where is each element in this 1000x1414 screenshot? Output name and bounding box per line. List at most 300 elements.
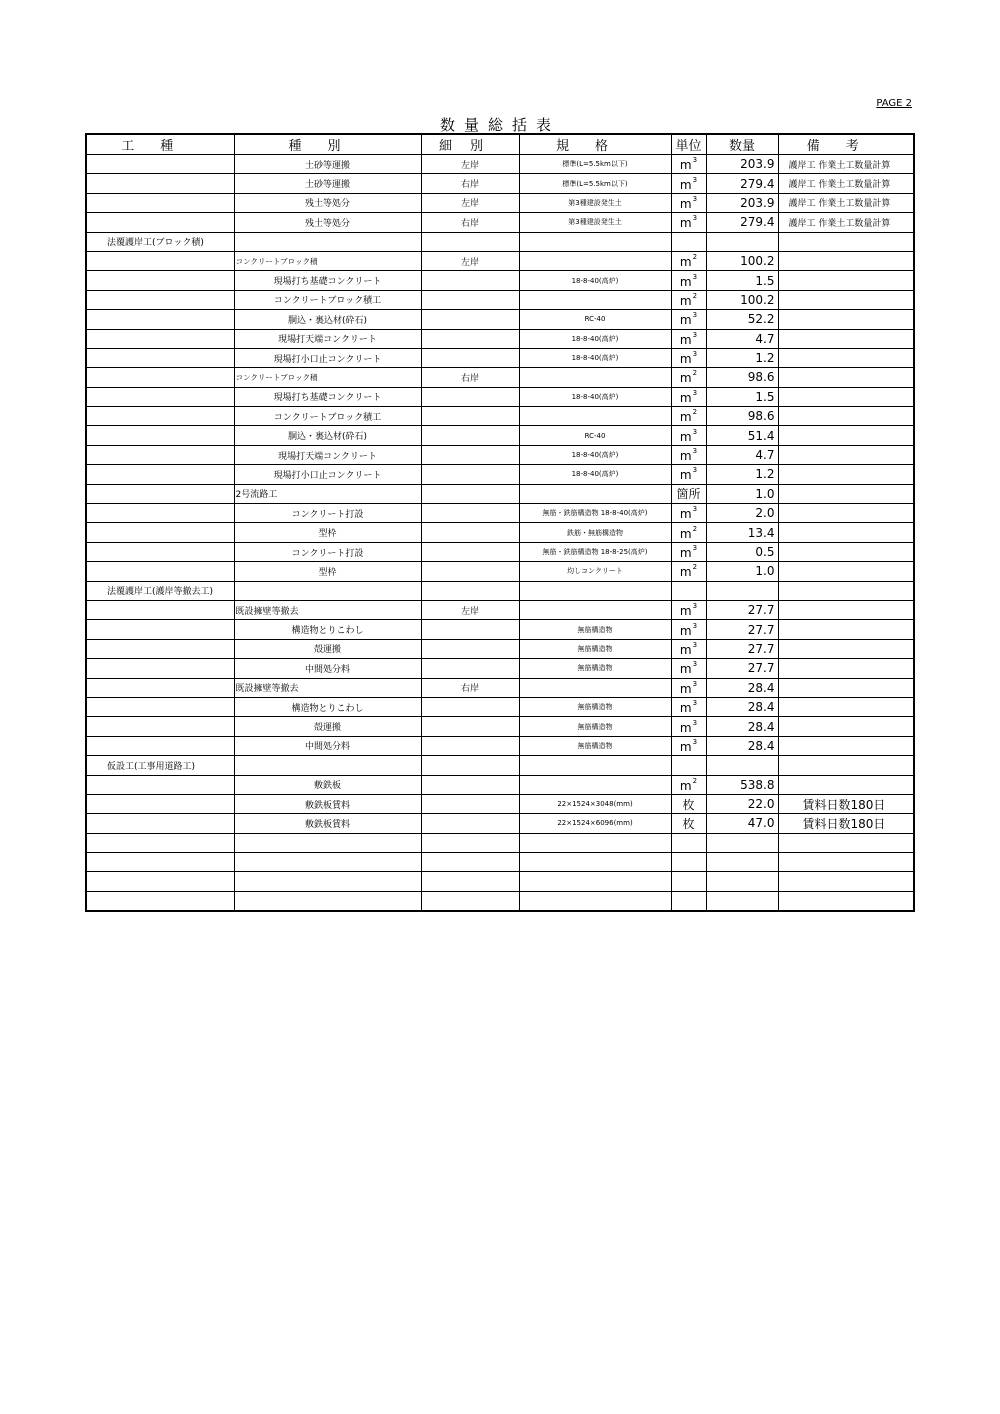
unit-cell xyxy=(671,310,706,329)
remarks-cell xyxy=(778,891,914,910)
detail-cell xyxy=(421,600,519,619)
detail-text: 右岸 xyxy=(460,180,479,191)
unit-text: m xyxy=(679,642,692,657)
work-type-cell xyxy=(86,368,234,387)
header-category: 種別 xyxy=(234,134,421,155)
unit-cell xyxy=(671,174,706,193)
remarks-cell xyxy=(778,310,914,329)
unit-cell xyxy=(671,639,706,658)
specification-cell xyxy=(519,639,671,658)
unit-exponent: 2 xyxy=(692,291,698,300)
unit-exponent: 3 xyxy=(692,156,698,165)
table-row xyxy=(86,542,914,561)
specification-cell xyxy=(519,251,671,270)
specification-text: 18-8-40(高炉) xyxy=(571,334,619,343)
remarks-cell xyxy=(778,193,914,212)
work-type-cell xyxy=(86,600,234,619)
detail-cell xyxy=(421,465,519,484)
specification-text: 均しコンクリート xyxy=(567,567,623,576)
unit-exponent: 3 xyxy=(692,621,698,630)
work-type-cell xyxy=(86,736,234,755)
category-cell xyxy=(234,251,421,270)
unit-text: m xyxy=(679,255,692,270)
quantity-text: 4.7 xyxy=(755,448,775,463)
header-specification: 規格 xyxy=(519,134,671,155)
work-type-cell xyxy=(86,484,234,503)
quantity-text: 538.8 xyxy=(740,777,775,792)
work-type-cell xyxy=(86,271,234,290)
specification-cell xyxy=(519,853,671,872)
quantity-text: 28.4 xyxy=(747,700,775,715)
remarks-cell xyxy=(778,794,914,813)
specification-text: RC-40 xyxy=(584,315,606,324)
remarks-cell xyxy=(778,639,914,658)
specification-text: 無筋構造物 xyxy=(577,722,613,731)
unit-text: m xyxy=(679,177,692,192)
category-cell xyxy=(234,504,421,523)
unit-exponent: 2 xyxy=(692,408,698,417)
unit-cell xyxy=(671,775,706,794)
specification-cell xyxy=(519,213,671,232)
table-row xyxy=(86,426,914,445)
specification-cell xyxy=(519,348,671,367)
table-header-row xyxy=(86,134,914,155)
quantity-text: 1.5 xyxy=(755,273,775,288)
remarks-cell xyxy=(778,426,914,445)
remarks-text: 護岸工 作業土工数量計算 xyxy=(788,199,891,210)
work-type-cell xyxy=(86,387,234,406)
unit-exponent: 3 xyxy=(692,194,698,203)
category-text: 既設擁壁等撤去 xyxy=(235,684,299,695)
specification-text: 鉄筋・無筋構造物 xyxy=(567,528,623,537)
unit-text: 枚 xyxy=(682,816,695,831)
category-text: 現場打ち基礎コンクリート xyxy=(273,277,382,288)
detail-cell xyxy=(421,407,519,426)
specification-cell xyxy=(519,232,671,251)
detail-text: 左岸 xyxy=(460,160,479,171)
table-row xyxy=(86,891,914,910)
detail-cell xyxy=(421,213,519,232)
category-cell xyxy=(234,833,421,852)
unit-text: m xyxy=(679,216,692,231)
quantity-cell xyxy=(706,600,778,619)
table-row xyxy=(86,523,914,542)
quantity-text: 47.0 xyxy=(747,816,775,831)
table-body xyxy=(86,155,914,911)
quantity-cell xyxy=(706,659,778,678)
unit-exponent: 3 xyxy=(692,505,698,514)
work-type-cell xyxy=(86,562,234,581)
work-type-cell xyxy=(86,213,234,232)
unit-exponent: 2 xyxy=(692,524,698,533)
unit-text: m xyxy=(679,701,692,716)
work-type-cell xyxy=(86,639,234,658)
unit-cell xyxy=(671,426,706,445)
unit-cell xyxy=(671,562,706,581)
quantity-text: 28.4 xyxy=(747,738,775,753)
category-cell xyxy=(234,387,421,406)
work-type-cell xyxy=(86,620,234,639)
quantity-cell xyxy=(706,407,778,426)
quantity-text: 98.6 xyxy=(747,409,775,424)
table-row xyxy=(86,407,914,426)
remarks-cell xyxy=(778,329,914,348)
unit-cell xyxy=(671,213,706,232)
category-cell xyxy=(234,310,421,329)
quantity-cell xyxy=(706,717,778,736)
unit-text: m xyxy=(679,662,692,677)
quantity-text: 203.9 xyxy=(740,195,775,210)
quantity-cell xyxy=(706,542,778,561)
quantity-cell xyxy=(706,271,778,290)
category-cell xyxy=(234,794,421,813)
unit-text: m xyxy=(679,313,692,328)
detail-cell xyxy=(421,620,519,639)
work-type-cell xyxy=(86,659,234,678)
quantity-text: 100.2 xyxy=(740,292,775,307)
category-text: 型枠 xyxy=(318,567,337,578)
quantity-cell xyxy=(706,523,778,542)
quantity-cell xyxy=(706,562,778,581)
quantity-cell xyxy=(706,426,778,445)
category-cell xyxy=(234,193,421,212)
specification-cell xyxy=(519,581,671,600)
table-row xyxy=(86,484,914,503)
table-row xyxy=(86,290,914,309)
detail-text: 右岸 xyxy=(460,373,479,384)
remarks-cell xyxy=(778,445,914,464)
specification-cell xyxy=(519,736,671,755)
category-text: 現場打ち基礎コンクリート xyxy=(273,393,382,404)
table-row xyxy=(86,174,914,193)
unit-cell xyxy=(671,736,706,755)
category-cell xyxy=(234,232,421,251)
work-type-cell xyxy=(86,426,234,445)
quantity-cell xyxy=(706,484,778,503)
specification-cell xyxy=(519,368,671,387)
quantity-text: 13.4 xyxy=(747,525,775,540)
quantity-cell xyxy=(706,445,778,464)
remarks-cell xyxy=(778,504,914,523)
quantity-text: 203.9 xyxy=(740,157,775,172)
unit-text: m xyxy=(679,429,692,444)
specification-cell xyxy=(519,193,671,212)
category-text: コンクリートブロック積工 xyxy=(273,296,382,307)
unit-exponent: 2 xyxy=(692,369,698,378)
table-row xyxy=(86,794,914,813)
quantity-cell xyxy=(706,872,778,891)
specification-cell xyxy=(519,775,671,794)
category-cell xyxy=(234,407,421,426)
unit-cell xyxy=(671,407,706,426)
specification-text: RC-40 xyxy=(584,431,606,440)
unit-exponent: 3 xyxy=(692,330,698,339)
quantity-text: 22.0 xyxy=(747,797,775,812)
remarks-cell xyxy=(778,697,914,716)
detail-text: 左岸 xyxy=(460,257,479,268)
work-type-cell xyxy=(86,542,234,561)
specification-text: 18-8-40(高炉) xyxy=(571,392,619,401)
specification-cell xyxy=(519,717,671,736)
unit-text: 枚 xyxy=(682,797,695,812)
quantity-text: 2.0 xyxy=(755,506,775,521)
unit-cell xyxy=(671,794,706,813)
category-cell xyxy=(234,523,421,542)
unit-text: m xyxy=(679,681,692,696)
unit-cell xyxy=(671,368,706,387)
remarks-cell xyxy=(778,872,914,891)
quantity-cell xyxy=(706,387,778,406)
quantity-text: 27.7 xyxy=(747,641,775,656)
specification-cell xyxy=(519,504,671,523)
quantity-cell xyxy=(706,756,778,775)
table-row xyxy=(86,600,914,619)
remarks-cell xyxy=(778,756,914,775)
specification-cell xyxy=(519,542,671,561)
work-type-cell xyxy=(86,251,234,270)
specification-cell xyxy=(519,872,671,891)
header-quantity: 数量 xyxy=(706,134,778,155)
detail-cell xyxy=(421,523,519,542)
unit-cell xyxy=(671,329,706,348)
table-row xyxy=(86,232,914,251)
header-detail: 細別 xyxy=(421,134,519,155)
unit-exponent: 2 xyxy=(692,253,698,262)
table-row xyxy=(86,872,914,891)
specification-cell xyxy=(519,523,671,542)
detail-cell xyxy=(421,484,519,503)
category-cell xyxy=(234,465,421,484)
quantity-cell xyxy=(706,329,778,348)
table-row xyxy=(86,833,914,852)
specification-text: 22×1524×6096(mm) xyxy=(557,819,633,828)
unit-cell xyxy=(671,872,706,891)
unit-cell xyxy=(671,290,706,309)
unit-cell xyxy=(671,251,706,270)
unit-exponent: 3 xyxy=(692,214,698,223)
unit-text: m xyxy=(679,565,692,580)
unit-cell xyxy=(671,697,706,716)
unit-exponent: 3 xyxy=(692,350,698,359)
remarks-cell xyxy=(778,775,914,794)
unit-text: m xyxy=(679,507,692,522)
specification-cell xyxy=(519,465,671,484)
unit-cell xyxy=(671,465,706,484)
detail-cell xyxy=(421,659,519,678)
quantity-cell xyxy=(706,310,778,329)
work-type-cell xyxy=(86,174,234,193)
remarks-cell xyxy=(778,678,914,697)
remarks-cell xyxy=(778,659,914,678)
category-text: コンクリート打設 xyxy=(291,509,364,520)
quantity-text: 1.2 xyxy=(755,351,775,366)
category-cell xyxy=(234,872,421,891)
detail-cell xyxy=(421,271,519,290)
category-cell xyxy=(234,600,421,619)
work-type-cell xyxy=(86,407,234,426)
unit-text: m xyxy=(679,371,692,386)
unit-cell xyxy=(671,542,706,561)
category-text: 中間処分料 xyxy=(304,742,350,753)
quantity-cell xyxy=(706,368,778,387)
quantity-text: 1.2 xyxy=(755,467,775,482)
category-text: 型枠 xyxy=(318,529,337,540)
table-row xyxy=(86,853,914,872)
specification-text: 無筋構造物 xyxy=(577,625,613,634)
detail-cell xyxy=(421,368,519,387)
quantity-text: 28.4 xyxy=(747,719,775,734)
remarks-cell xyxy=(778,736,914,755)
unit-exponent: 3 xyxy=(692,602,698,611)
category-cell xyxy=(234,445,421,464)
detail-cell xyxy=(421,581,519,600)
quantity-cell xyxy=(706,232,778,251)
detail-cell xyxy=(421,504,519,523)
specification-text: 第3種建設発生土 xyxy=(568,218,622,227)
quantity-cell xyxy=(706,348,778,367)
detail-text: 右岸 xyxy=(460,684,479,695)
detail-cell xyxy=(421,310,519,329)
remarks-cell xyxy=(778,290,914,309)
remarks-cell xyxy=(778,814,914,833)
remarks-cell xyxy=(778,600,914,619)
table-row xyxy=(86,465,914,484)
detail-cell xyxy=(421,155,519,174)
work-type-text: 法覆護岸工(護岸等撤去工) xyxy=(107,587,214,598)
remarks-cell xyxy=(778,232,914,251)
category-cell xyxy=(234,174,421,193)
work-type-cell xyxy=(86,232,234,251)
table-row xyxy=(86,736,914,755)
work-type-cell xyxy=(86,445,234,464)
quantity-text: 4.7 xyxy=(755,331,775,346)
work-type-cell xyxy=(86,697,234,716)
work-type-cell xyxy=(86,504,234,523)
detail-cell xyxy=(421,697,519,716)
specification-cell xyxy=(519,678,671,697)
unit-text: m xyxy=(679,352,692,367)
remarks-cell xyxy=(778,484,914,503)
unit-exponent: 3 xyxy=(692,737,698,746)
unit-cell xyxy=(671,271,706,290)
table-row xyxy=(86,387,914,406)
category-cell xyxy=(234,155,421,174)
unit-cell xyxy=(671,756,706,775)
category-text: 既設擁壁等撤去 xyxy=(235,606,299,617)
unit-text: m xyxy=(679,739,692,754)
specification-cell xyxy=(519,310,671,329)
table-row xyxy=(86,581,914,600)
unit-exponent: 3 xyxy=(692,679,698,688)
specification-text: 18-8-40(高炉) xyxy=(571,276,619,285)
table-row xyxy=(86,697,914,716)
unit-exponent: 2 xyxy=(692,563,698,572)
table-row xyxy=(86,368,914,387)
unit-text: m xyxy=(679,410,692,425)
detail-cell xyxy=(421,717,519,736)
quantity-text: 52.2 xyxy=(747,312,775,327)
work-type-cell xyxy=(86,853,234,872)
category-cell xyxy=(234,639,421,658)
table-row xyxy=(86,251,914,270)
specification-cell xyxy=(519,271,671,290)
table-row xyxy=(86,678,914,697)
category-text: 敷鉄板賃料 xyxy=(304,800,350,811)
category-text: 胴込・裏込材(砕石) xyxy=(287,315,368,326)
unit-text: m xyxy=(679,604,692,619)
document-title: 数量総括表 xyxy=(439,116,560,134)
category-cell xyxy=(234,368,421,387)
quantity-text: 100.2 xyxy=(740,254,775,269)
specification-cell xyxy=(519,600,671,619)
quantity-cell xyxy=(706,193,778,212)
unit-exponent: 3 xyxy=(692,427,698,436)
category-text: 現場打天端コンクリート xyxy=(278,451,377,462)
unit-text: m xyxy=(679,526,692,541)
category-text: 殻運搬 xyxy=(313,645,341,656)
specification-text: 第3種建設発生土 xyxy=(568,198,622,207)
specification-cell xyxy=(519,290,671,309)
table-row xyxy=(86,620,914,639)
quantity-text: 279.4 xyxy=(740,215,775,230)
quantity-cell xyxy=(706,814,778,833)
quantity-cell xyxy=(706,290,778,309)
table-row xyxy=(86,639,914,658)
category-cell xyxy=(234,717,421,736)
category-cell xyxy=(234,484,421,503)
specification-text: 標準(L=5.5km以下) xyxy=(562,160,628,169)
unit-text: m xyxy=(679,468,692,483)
unit-cell xyxy=(671,814,706,833)
detail-cell xyxy=(421,174,519,193)
unit-cell xyxy=(671,659,706,678)
detail-cell xyxy=(421,853,519,872)
unit-text: m xyxy=(679,623,692,638)
specification-cell xyxy=(519,794,671,813)
category-cell xyxy=(234,891,421,910)
unit-cell xyxy=(671,891,706,910)
unit-cell xyxy=(671,445,706,464)
detail-cell xyxy=(421,814,519,833)
unit-text: m xyxy=(679,332,692,347)
work-type-cell xyxy=(86,717,234,736)
category-cell xyxy=(234,736,421,755)
work-type-cell xyxy=(86,891,234,910)
specification-text: 18-8-40(高炉) xyxy=(571,451,619,460)
remarks-cell xyxy=(778,271,914,290)
unit-cell xyxy=(671,232,706,251)
specification-text: 18-8-40(高炉) xyxy=(571,470,619,479)
specification-cell xyxy=(519,620,671,639)
detail-text: 右岸 xyxy=(460,218,479,229)
detail-cell xyxy=(421,794,519,813)
remarks-cell xyxy=(778,542,914,561)
remarks-cell xyxy=(778,523,914,542)
unit-exponent: 3 xyxy=(692,447,698,456)
category-cell xyxy=(234,814,421,833)
unit-cell xyxy=(671,620,706,639)
category-text: コンクリートブロック積工 xyxy=(273,412,382,423)
quantity-cell xyxy=(706,465,778,484)
specification-cell xyxy=(519,562,671,581)
header-remarks: 備考 xyxy=(778,134,914,155)
unit-cell xyxy=(671,504,706,523)
detail-cell xyxy=(421,891,519,910)
unit-cell xyxy=(671,717,706,736)
table-row xyxy=(86,329,914,348)
detail-cell xyxy=(421,445,519,464)
table-row xyxy=(86,271,914,290)
